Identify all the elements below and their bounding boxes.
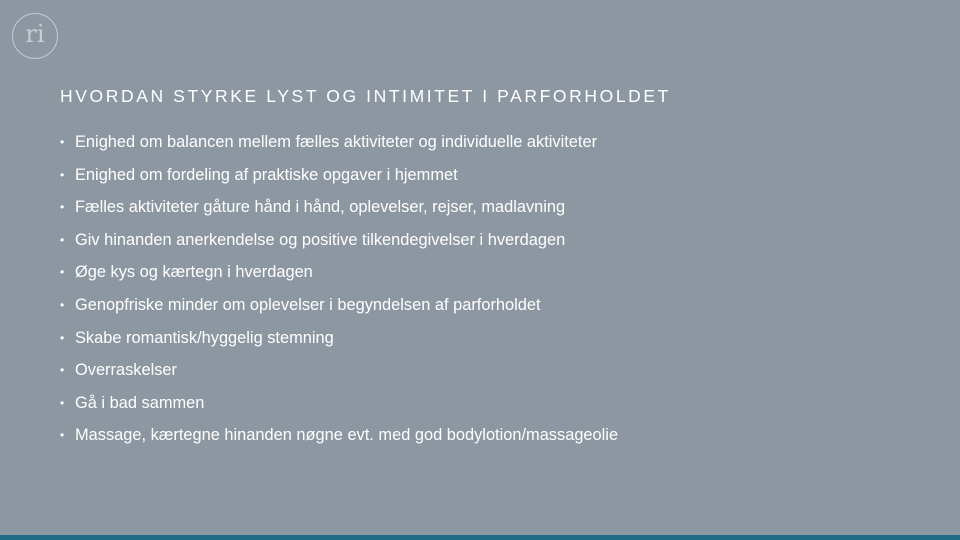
bullet-text: Skabe romantisk/hyggelig stemning xyxy=(75,328,334,347)
bullet-text: Overraskelser xyxy=(75,361,178,380)
bullet-item xyxy=(60,130,618,163)
bullet-list xyxy=(60,130,618,456)
bullet-text: Massage, kærtegne hinanden nøgne evt. med god bodylotion/massageolie xyxy=(75,426,619,445)
bullet-item xyxy=(60,260,618,293)
bullet-dot-icon: • xyxy=(60,135,65,149)
bullet-dot-icon: • xyxy=(60,232,65,247)
bullet-item xyxy=(60,326,618,359)
slide-title: HVORDAN STYRKE LYST OG INTIMITET I PARFORHOLDET xyxy=(60,86,671,106)
bullet-item xyxy=(60,293,618,326)
bullet-text: Gå i bad sammen xyxy=(75,393,205,412)
bullet-item xyxy=(60,195,618,228)
bullet-item xyxy=(60,358,618,391)
bullet-text: Enighed om balancen mellem fælles aktiviteter og individuelle aktiviteter xyxy=(75,133,598,151)
bullet-text: Fælles aktiviteter gåture hånd i hånd, oplevelser, rejser, madlavning xyxy=(75,198,566,217)
bottom-accent-bar xyxy=(0,535,960,540)
bullet-dot-icon: • xyxy=(60,330,65,345)
bullet-item xyxy=(60,228,618,261)
bullet-dot-icon: • xyxy=(60,395,65,410)
bullet-dot-icon: • xyxy=(60,200,65,215)
bullet-dot-icon: • xyxy=(60,167,65,182)
bullet-text: Genopfriske minder om oplevelser i begyndelsen af parforholdet xyxy=(75,295,541,314)
logo-mark: ri xyxy=(25,20,45,48)
bullet-dot-icon: • xyxy=(60,363,65,378)
bullet-dot-icon: • xyxy=(60,297,65,312)
bullet-text: Giv hinanden anerkendelse og positive tilkendegivelser i hverdagen xyxy=(75,230,566,249)
bullet-item xyxy=(60,163,618,196)
bullet-dot-icon: • xyxy=(60,265,65,280)
bullet-text: Øge kys og kærtegn i hverdagen xyxy=(75,263,313,282)
bullet-item xyxy=(60,391,618,424)
bullet-dot-icon: • xyxy=(60,428,65,443)
bullet-text: Enighed om fordeling af praktiske opgaver i hjemmet xyxy=(75,165,458,184)
bullet-item xyxy=(60,423,618,456)
logo xyxy=(12,13,58,59)
